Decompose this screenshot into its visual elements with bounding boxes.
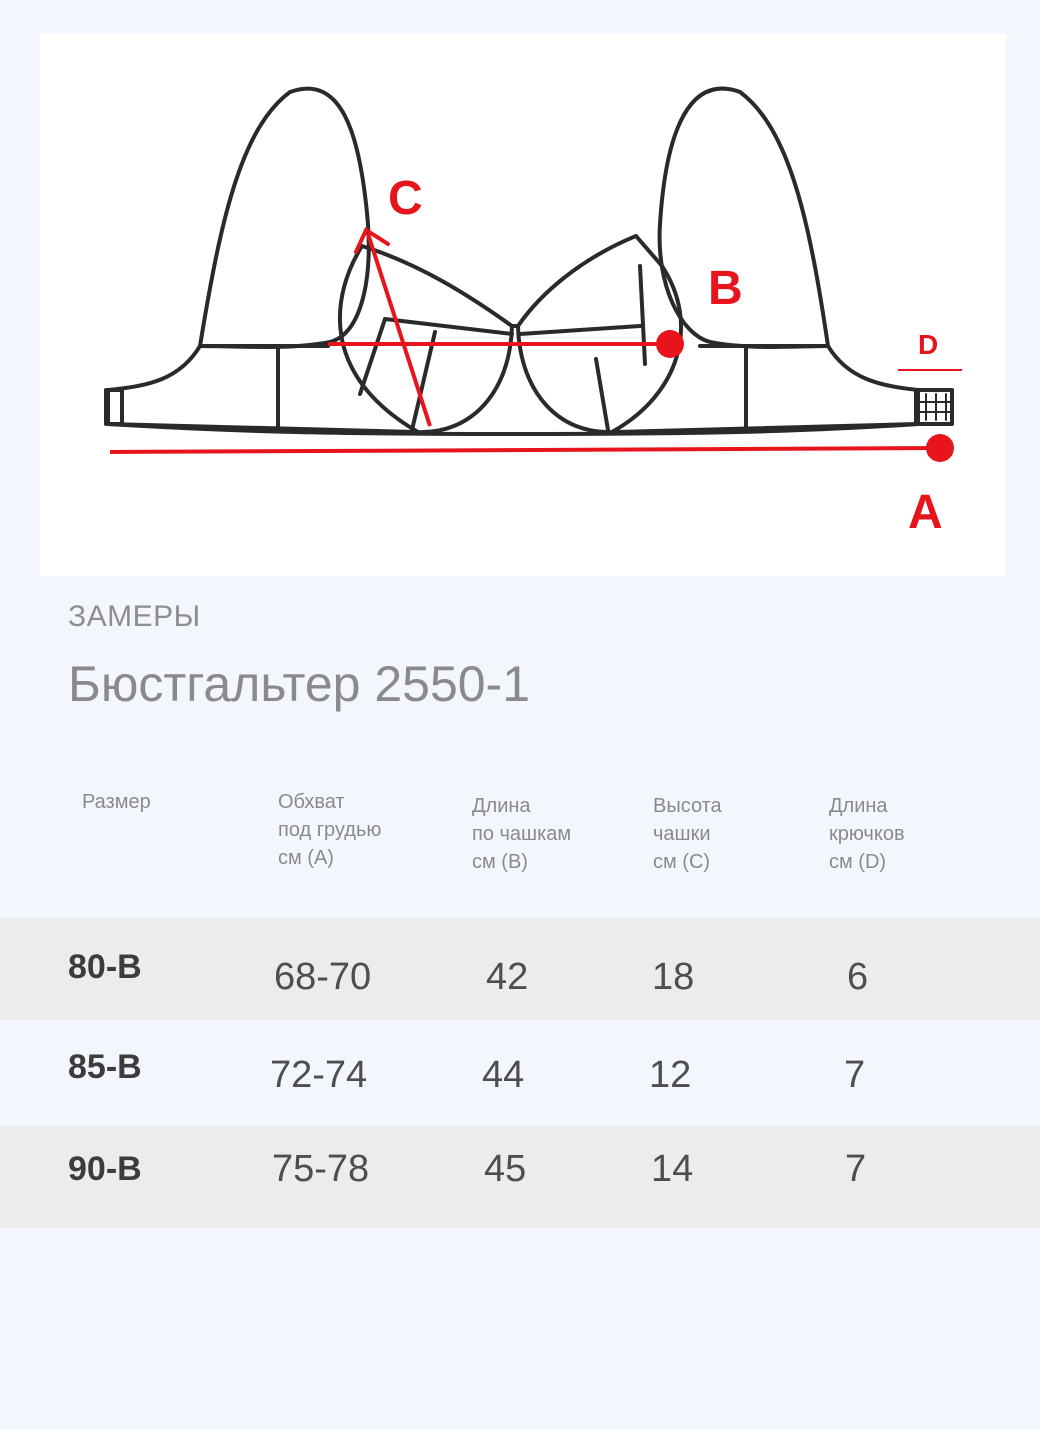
product-title: Бюстгальтер 2550-1 (68, 656, 531, 712)
table-row (0, 1126, 1040, 1228)
header-underbust: Обхват под грудью см (А) (278, 791, 382, 869)
label-a: A (908, 486, 943, 539)
cell-cup-length: 42 (486, 956, 529, 998)
header-cup-length: Длина по чашкам см (В) (472, 795, 572, 873)
cell-cup-height: 18 (652, 956, 695, 998)
cell-size: 85-B (68, 1048, 142, 1086)
measure-a-dot (926, 434, 954, 462)
cell-underbust: 68-70 (274, 956, 372, 998)
cell-underbust: 72-74 (270, 1054, 368, 1096)
left-cup-seam-3 (385, 319, 512, 334)
cell-cup-height: 14 (651, 1148, 694, 1190)
measure-c-line (368, 234, 430, 426)
cell-cup-length: 44 (482, 1054, 525, 1096)
bra-diagram-svg (40, 34, 1006, 576)
measure-a-line (110, 448, 940, 452)
table-row (0, 918, 1040, 1020)
header-cup-height: Высота чашки см (С) (653, 795, 722, 873)
cell-size: 80-B (68, 948, 142, 986)
cell-cup-length: 45 (484, 1148, 527, 1190)
header-hook-length: Длина крючков см (D) (829, 795, 905, 873)
cell-cup-height: 12 (649, 1054, 692, 1096)
left-cup-seam-1 (360, 319, 385, 394)
cell-underbust: 75-78 (272, 1148, 370, 1190)
measure-b-dot (656, 330, 684, 358)
left-strap-outline (200, 89, 369, 347)
left-wing-outline (108, 346, 415, 432)
right-cup-seam-3 (520, 326, 640, 334)
right-strap-outline (660, 89, 828, 347)
label-c: C (388, 172, 423, 225)
cell-hook-length: 7 (845, 1148, 867, 1190)
measurement-diagram (40, 34, 1006, 576)
right-cup-seam-2 (640, 266, 645, 364)
cell-size: 90-B (68, 1150, 142, 1188)
right-cup-seam-1 (596, 359, 608, 430)
label-b: B (708, 262, 743, 315)
hook-lines (920, 394, 950, 420)
label-d: D (918, 329, 939, 360)
cell-hook-length: 6 (847, 956, 869, 998)
header-size: Размер (82, 791, 151, 813)
table-row (0, 1020, 1040, 1126)
cell-hook-length: 7 (844, 1054, 866, 1096)
section-label: ЗАМЕРЫ (68, 600, 201, 633)
